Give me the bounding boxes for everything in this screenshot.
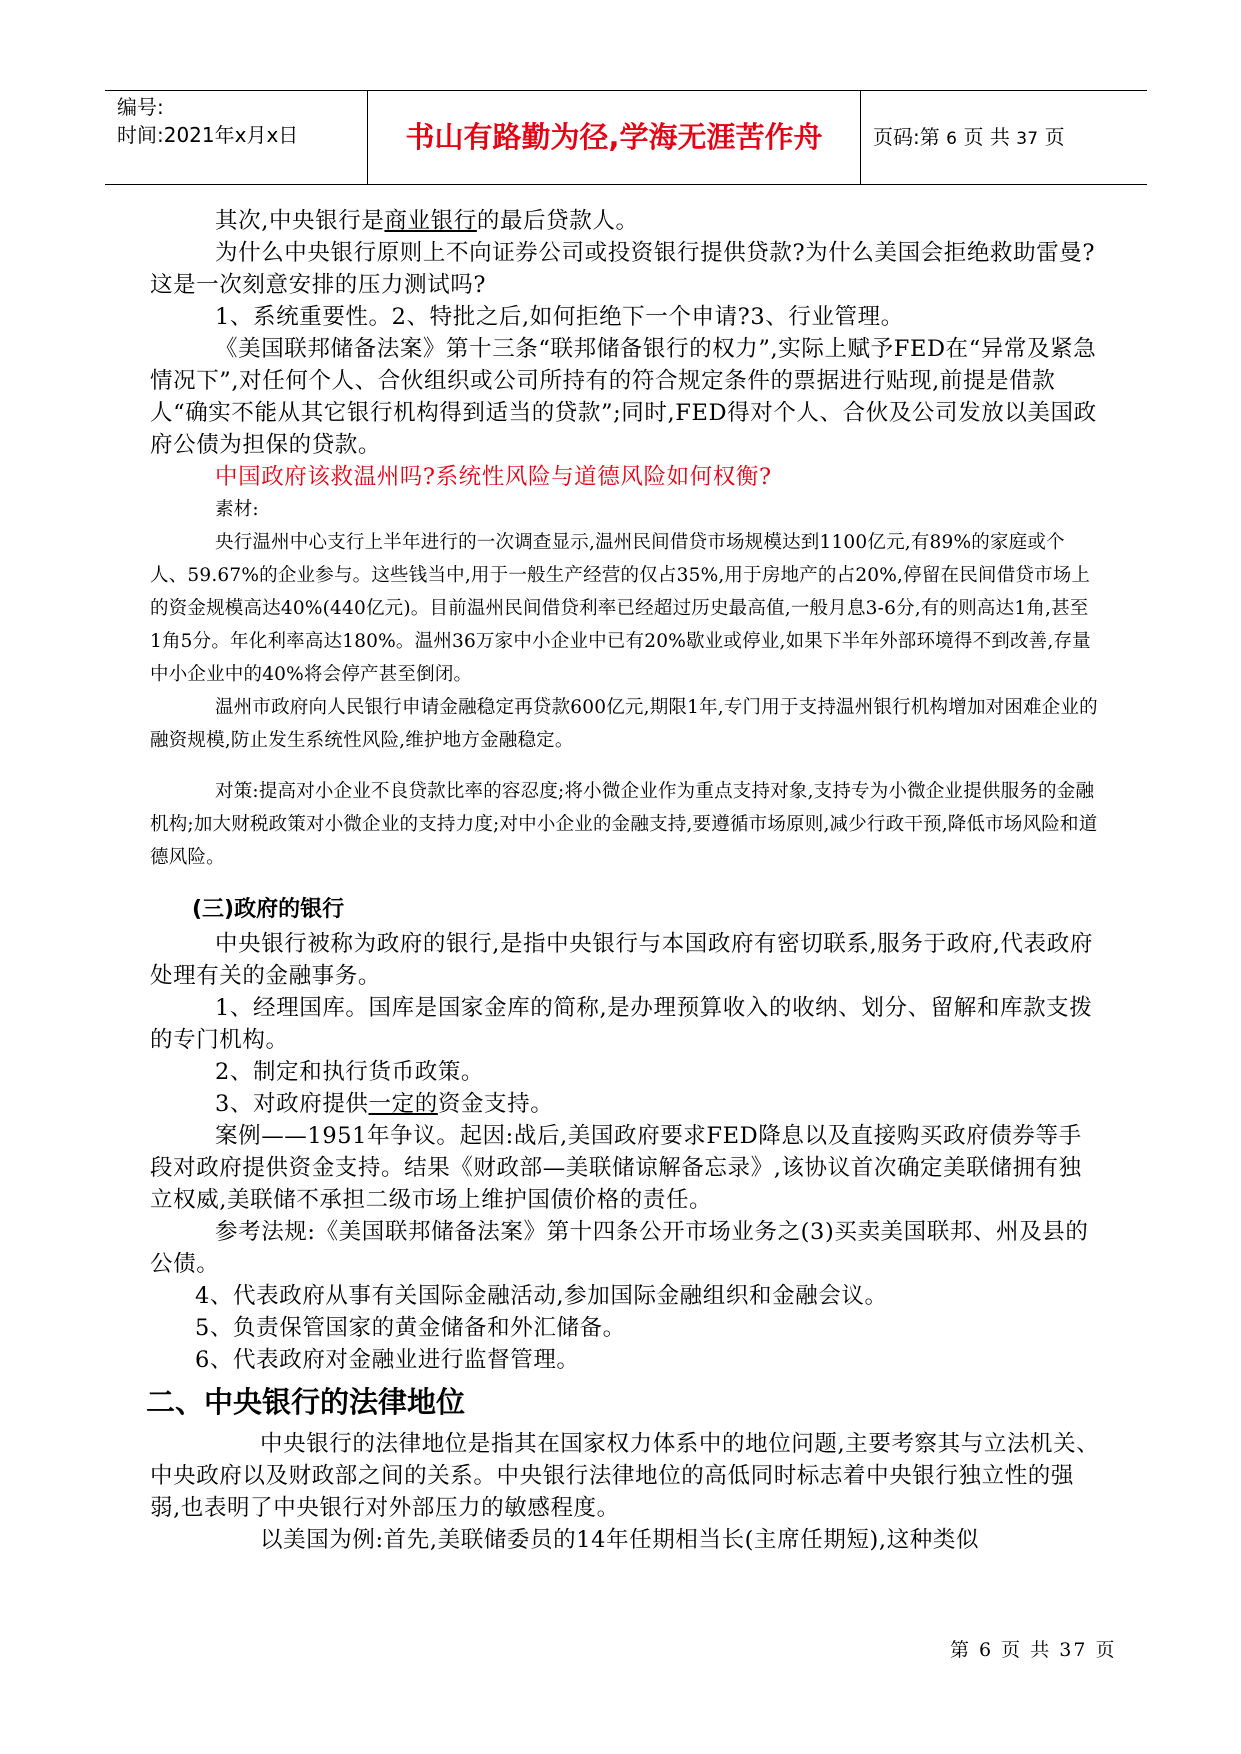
paragraph: 4、代表政府从事有关国际金融活动,参加国际金融组织和金融会议。 [195,1283,888,1309]
paragraph: 其次,中央银行是商业银行的最后贷款人。 [215,208,639,234]
chapter-heading: 二、中央银行的法律地位 [146,1385,466,1419]
paragraph: 央行温州中心支行上半年进行的一次调查显示,温州民间借贷市场规模达到1100亿元,有89%的家庭或个人、59.67%的企业参与。这些钱当中,用于一般生产经营的仅占35%,用于房地产的占20%,停留在民间借贷市场上的资金规模高达40%(440亿元)。目前温州民间借贷利率已经超过历史最高值,一般月息3-6分,有的则高达1角,甚至1角5分。年化利率高达180%。温州36万家中小企业中已有20%歇业或停业,如果下半年外部环境得不到改善,存量中小企业中的40%将会停产甚至倒闭。 [150,532,1091,685]
paragraph: 1、系统重要性。2、特批之后,如何拒绝下一个申请?3、行业管理。 [215,304,904,330]
document-header [105,90,1147,185]
paragraph: 5、负责保管国家的黄金储备和外汇储备。 [195,1315,626,1341]
paragraph: 中央银行的法律地位是指其在国家权力体系中的地位问题,主要考察其与立法机关、中央政府以及财政部之间的关系。中央银行法律地位的高低同时标志着中央银行独立性的强弱,也表明了中央银行对外部压力的敏感程度。 [150,1431,1100,1521]
page-number: 6 [946,129,958,149]
highlight-question: 中国政府该救温州吗?系统性风险与道德风险如何权衡? [215,464,772,490]
time-label: 时间:2021年x月x日 [117,123,299,147]
document-body [146,205,1100,1556]
paragraph: 3、对政府提供一定的资金支持。 [215,1091,554,1117]
header-meta [117,93,362,149]
paragraph: 2、制定和执行货币政策。 [215,1059,485,1085]
paragraph: 对策:提高对小企业不良贷款比率的容忍度;将小微企业作为重点支持对象,支持专为小微企业提供服务的金融机构;加大财税政策对小微企业的支持力度;对中小企业的金融支持,要遵循市场原则,减少行政干预,降低市场风险和道德风险。 [150,781,1098,868]
paragraph: 温州市政府向人民银行申请金融稳定再贷款600亿元,期限1年,专门用于支持温州银行机构增加对困难企业的融资规模,防止发生系统性风险,维护地方金融稳定。 [150,697,1098,751]
link-commercial-bank[interactable]: 商业银行 [384,208,477,234]
paragraph: 参考法规:《美国联邦储备法案》第十四条公开市场业务之(3)买卖美国联邦、州及县的公债。 [150,1219,1089,1277]
paragraph: 6、代表政府对金融业进行监督管理。 [195,1347,580,1373]
section-heading: (三)政府的银行 [192,897,345,922]
link-certain[interactable]: 一定的 [368,1091,438,1117]
paragraph: 以美国为例:首先,美联储委员的14年任期相当长(主席任期短),这种类似 [260,1527,980,1553]
header-divider [860,91,861,184]
page-total: 37 [1016,129,1039,149]
paragraph: 《美国联邦储备法案》第十三条“联邦储备银行的权力”,实际上赋予FED在“异常及紧急情况下”,对任何个人、合伙组织或公司所持有的符合规定条件的票据进行贴现,前提是借款人“确实不能从其它银行机构得到适当的贷款”;同时,FED得对个人、合伙及公司发放以美国政府公债为担保的贷款。 [150,336,1097,458]
paragraph: 中央银行被称为政府的银行,是指中央银行与本国政府有密切联系,服务于政府,代表政府处理有关的金融事务。 [150,931,1093,989]
page-footer: 第 6 页 共 37 页 [950,1639,1117,1661]
paragraph: 案例——1951年争议。起因:战后,美国政府要求FED降息以及直接购买政府债券等手段对政府提供资金支持。结果《财政部—美联储谅解备忘录》,该协议首次确定美联储拥有独立权威,美联储不承担二级市场上维护国债价格的责任。 [150,1123,1082,1213]
number-label: 编号: [117,95,164,119]
header-motto: 书山有路勤为径,学海无涯苦作舟 [405,120,823,154]
paragraph: 为什么中央银行原则上不向证券公司或投资银行提供贷款?为什么美国会拒绝救助雷曼?这是一次刻意安排的压力测试吗? [150,240,1096,298]
paragraph: 素材: [215,499,259,520]
paragraph: 1、经理国库。国库是国家金库的简称,是办理预算收入的收纳、划分、留解和库款支拨的专门机构。 [150,995,1093,1053]
header-page-info: 页码:第 6 页 共 37 页 [873,125,1065,149]
